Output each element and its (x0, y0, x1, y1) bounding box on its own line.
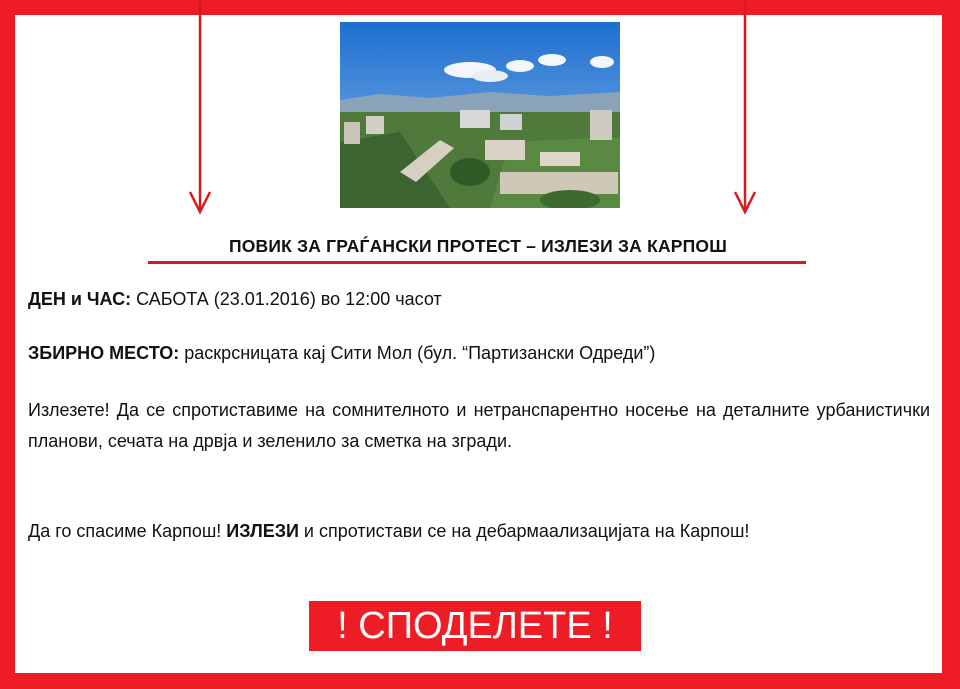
right-down-arrow-icon (725, 0, 765, 220)
share-banner: ! СПОДЕЛЕТЕ ! (309, 601, 641, 651)
date-time-line (28, 289, 932, 310)
paragraph-bold-word: ИЗЛЕЗИ (226, 521, 299, 541)
meeting-place-value: раскрсницата кај Сити Мол (бул. “Партизански Одреди”) (184, 343, 656, 363)
city-photo (340, 22, 620, 208)
paragraph-text-end: и спротистави се на дебармаализацијата на Карпош! (298, 521, 750, 541)
meeting-place-label: ЗБИРНО МЕСТО: (28, 343, 180, 363)
date-time-value: САБОТА (23.01.2016) во 12:00 часот (136, 289, 442, 309)
save-karposh-paragraph (28, 516, 930, 547)
paragraph-text-start: Да го спасиме Карпош! (28, 521, 227, 541)
title-underline (148, 261, 806, 264)
date-time-label: ДЕН и ЧАС: (28, 289, 132, 309)
left-down-arrow-icon (180, 0, 220, 220)
page-title: ПОВИК ЗА ГРАЃАНСКИ ПРОТЕСТ – ИЗЛЕЗИ ЗА КАРПОШ (228, 236, 728, 256)
meeting-place-line (28, 343, 932, 364)
call-paragraph: Излезете! Да се спротиставиме на сомнителното и нетранспарентно носење на деталните урбанистички планови, сечата на дрвја и зеленило за сметка на згради. (28, 400, 930, 451)
